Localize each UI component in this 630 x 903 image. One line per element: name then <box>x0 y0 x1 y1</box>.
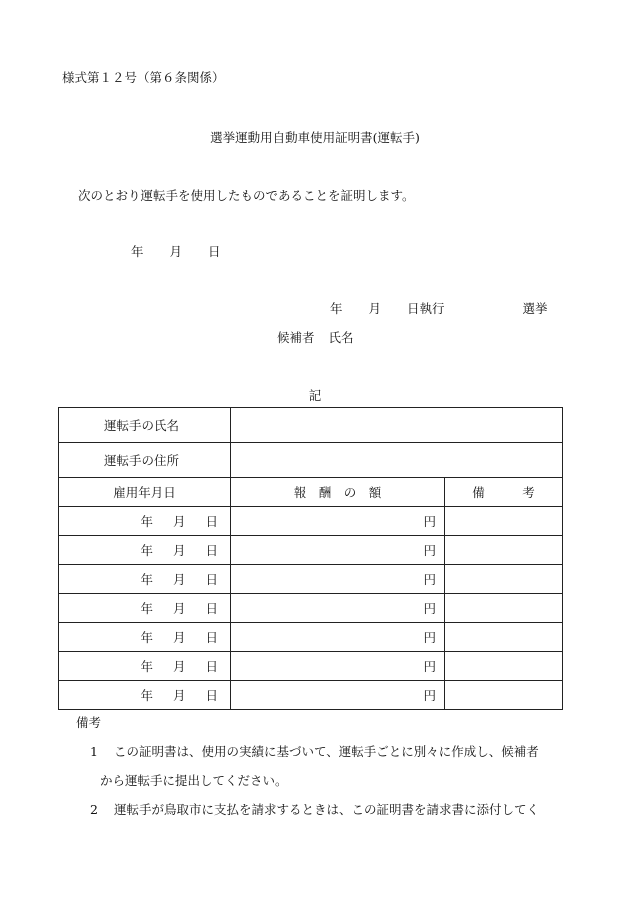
note-item-2 <box>90 800 539 818</box>
date-day-label: 日 <box>208 244 221 259</box>
month-label: 月 <box>172 601 186 616</box>
ki-heading: 記 <box>308 388 322 403</box>
year-label: 年 <box>140 514 153 529</box>
day-label: 日 <box>205 572 218 587</box>
year-label: 年 <box>140 630 153 645</box>
employment-date-cell[interactable] <box>59 681 231 710</box>
year-label: 年 <box>140 572 153 587</box>
note-text: この証明書は、使用の実績に基づいて、運転手ごとに別々に作成し、候補者 <box>114 744 539 759</box>
candidate-line <box>277 328 354 346</box>
table-header-row <box>59 478 563 507</box>
table-row <box>59 565 563 594</box>
date-year-label: 年 <box>131 244 144 259</box>
note-item-1-continued: から運転手に提出してください。 <box>100 773 288 788</box>
table-row <box>59 408 563 443</box>
compensation-cell[interactable]: 円 <box>231 594 445 623</box>
month-label: 月 <box>172 572 186 587</box>
year-label: 年 <box>140 601 153 616</box>
day-label: 日 <box>205 688 218 703</box>
employment-date-cell[interactable] <box>59 565 231 594</box>
driver-record-table <box>58 407 563 710</box>
table-row <box>59 652 563 681</box>
month-label: 月 <box>172 659 186 674</box>
day-label: 日 <box>205 630 218 645</box>
driver-name-label: 運転手の氏名 <box>59 408 231 443</box>
note-number: 2 <box>90 802 98 817</box>
month-label: 月 <box>172 688 186 703</box>
compensation-cell[interactable]: 円 <box>231 536 445 565</box>
remarks-header: 備 考 <box>445 478 563 507</box>
exec-year-label: 年 <box>330 301 343 316</box>
table-row <box>59 623 563 652</box>
employment-date-cell[interactable] <box>59 623 231 652</box>
notes-heading: 備考 <box>76 715 102 730</box>
employment-date-cell[interactable] <box>59 594 231 623</box>
year-label: 年 <box>140 543 153 558</box>
remarks-cell[interactable] <box>445 623 563 652</box>
election-execution-line <box>330 299 548 317</box>
document-title: 選挙運動用自動車使用証明書(運転手) <box>210 130 420 145</box>
driver-address-label: 運転手の住所 <box>59 443 231 478</box>
exec-day-label: 日執行 <box>407 301 445 316</box>
remarks-cell[interactable] <box>445 507 563 536</box>
note-number: 1 <box>90 744 98 759</box>
month-label: 月 <box>172 630 186 645</box>
table-row <box>59 507 563 536</box>
candidate-name-label: 氏名 <box>328 330 354 345</box>
month-label: 月 <box>172 514 186 529</box>
compensation-cell[interactable]: 円 <box>231 565 445 594</box>
date-month-label: 月 <box>169 244 183 259</box>
employment-date-cell[interactable] <box>59 652 231 681</box>
day-label: 日 <box>205 601 218 616</box>
compensation-cell[interactable]: 円 <box>231 507 445 536</box>
remarks-cell[interactable] <box>445 594 563 623</box>
remarks-cell[interactable] <box>445 536 563 565</box>
day-label: 日 <box>205 514 218 529</box>
note-item-1 <box>90 742 539 760</box>
note-text: 運転手が鳥取市に支払を請求するときは、この証明書を請求書に添付してく <box>114 802 540 817</box>
table-row <box>59 681 563 710</box>
employment-date-cell[interactable] <box>59 536 231 565</box>
candidate-label: 候補者 <box>277 330 315 345</box>
day-label: 日 <box>205 543 218 558</box>
driver-address-field[interactable] <box>231 443 563 478</box>
employment-date-header: 雇用年月日 <box>59 478 231 507</box>
election-label: 選挙 <box>522 301 548 316</box>
table-row <box>59 594 563 623</box>
exec-month-label: 月 <box>368 301 382 316</box>
employment-date-cell[interactable] <box>59 507 231 536</box>
certification-statement: 次のとおり運転手を使用したものであることを証明します。 <box>78 188 415 203</box>
remarks-cell[interactable] <box>445 681 563 710</box>
year-label: 年 <box>140 688 153 703</box>
table-row <box>59 536 563 565</box>
compensation-cell[interactable]: 円 <box>231 623 445 652</box>
remarks-cell[interactable] <box>445 565 563 594</box>
day-label: 日 <box>205 659 218 674</box>
certification-date-line <box>131 242 221 260</box>
compensation-header: 報 酬 の 額 <box>231 478 445 507</box>
month-label: 月 <box>172 543 186 558</box>
form-number: 様式第１２号（第６条関係） <box>62 70 225 85</box>
remarks-cell[interactable] <box>445 652 563 681</box>
table-row <box>59 443 563 478</box>
year-label: 年 <box>140 659 153 674</box>
compensation-cell[interactable]: 円 <box>231 652 445 681</box>
driver-name-field[interactable] <box>231 408 563 443</box>
compensation-cell[interactable]: 円 <box>231 681 445 710</box>
